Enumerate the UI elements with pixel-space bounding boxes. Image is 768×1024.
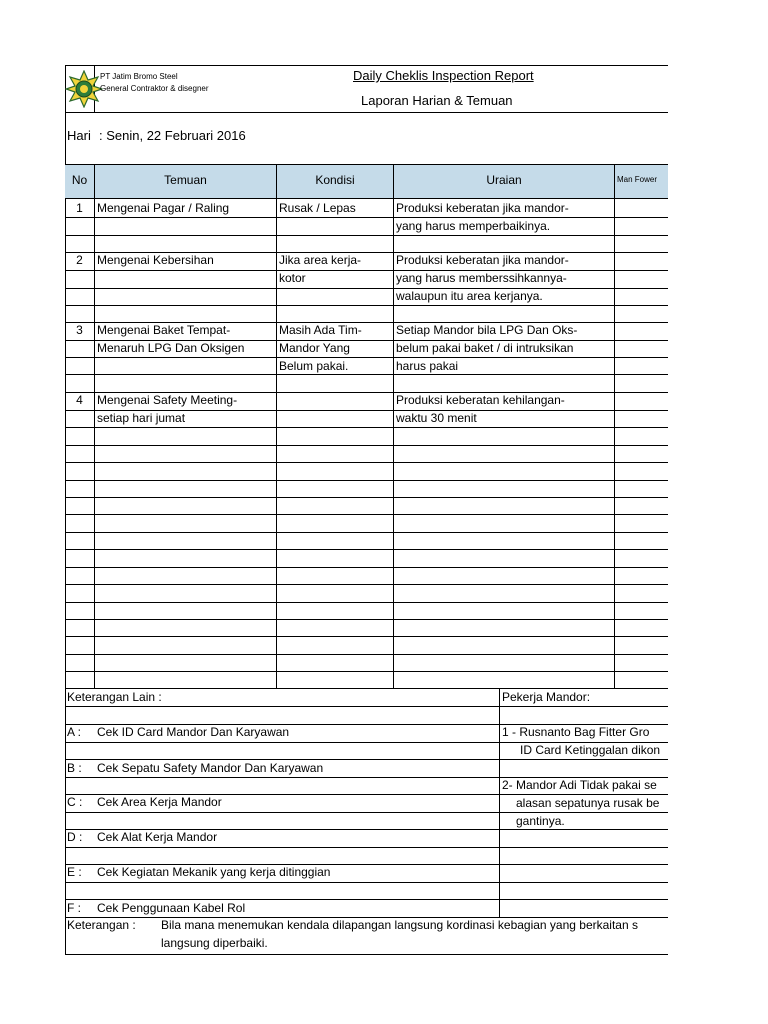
grid-line-horizontal xyxy=(65,812,668,813)
item-3-temuan-line-1: Mengenai Baket Tempat- xyxy=(97,323,231,337)
item-3-temuan-line-2: Menaruh LPG Dan Oksigen xyxy=(97,341,245,355)
keterangan-line-1: Bila mana menemukan kendala dilapangan langsung kordinasi kebagian yang berkaitan s xyxy=(161,918,638,932)
item-3-kondisi-line-3: Belum pakai. xyxy=(279,359,349,373)
grid-line-horizontal xyxy=(65,65,668,66)
item-4-uraian-line-2: waktu 30 menit xyxy=(396,411,477,425)
grid-line-horizontal xyxy=(65,217,668,218)
grid-line-vertical xyxy=(393,164,394,688)
item-1-uraian-line-2: yang harus memperbaikinya. xyxy=(396,219,551,233)
item-2-no: 2 xyxy=(76,253,83,267)
inspection-sheet xyxy=(65,65,668,955)
item-1-temuan-line-1: Mengenai Pagar / Raling xyxy=(97,201,230,215)
grid-line-horizontal xyxy=(65,654,668,655)
item-3-uraian-line-3: harus pakai xyxy=(396,359,459,373)
grid-line-horizontal xyxy=(65,671,668,672)
grid-line-vertical xyxy=(614,164,615,688)
item-2-uraian-line-1: Produksi keberatan jika mandor- xyxy=(396,253,569,267)
check-a-text: Cek ID Card Mandor Dan Karyawan xyxy=(97,725,290,739)
grid-line-horizontal xyxy=(65,497,668,498)
item-3-kondisi-line-2: Mandor Yang xyxy=(279,341,350,355)
header-kondisi: Kondisi xyxy=(315,173,355,187)
grid-line-horizontal xyxy=(65,288,668,289)
pekerja-mandor-line-3: 2- Mandor Adi Tidak pakai se xyxy=(502,778,657,792)
item-2-kondisi-line-1: Jika area kerja- xyxy=(279,253,362,267)
item-2-uraian-line-2: yang harus memberssihkannya- xyxy=(396,271,567,285)
item-2-temuan-line-1: Mengenai Kebersihan xyxy=(97,253,214,267)
grid-line-horizontal xyxy=(65,584,668,585)
grid-line-horizontal xyxy=(65,636,668,637)
item-4-no: 4 xyxy=(76,393,83,407)
report-subtitle: Laporan Harian & Temuan xyxy=(361,93,513,108)
check-c-key: C : xyxy=(67,795,83,809)
check-b-key: B : xyxy=(67,761,82,775)
pekerja-mandor-line-1: 1 - Rusnanto Bag Fitter Gro xyxy=(502,725,650,739)
item-1-kondisi-line-1: Rusak / Lepas xyxy=(279,201,356,215)
grid-line-horizontal xyxy=(65,847,668,848)
grid-line-horizontal xyxy=(65,602,668,603)
header-manpower: Man Fower xyxy=(617,175,658,184)
pekerja-mandor-label: Pekerja Mandor: xyxy=(502,690,591,704)
grid-line-horizontal xyxy=(65,619,668,620)
pekerja-mandor-line-5: gantinya. xyxy=(516,814,565,828)
check-f-text: Cek Penggunaan Kabel Rol xyxy=(97,901,246,915)
check-c-text: Cek Area Kerja Mandor xyxy=(97,795,222,809)
grid-line-horizontal xyxy=(65,357,668,358)
company-name: PT Jatim Bromo Steel xyxy=(100,72,178,81)
grid-line-horizontal xyxy=(65,514,668,515)
pekerja-mandor-line-4: alasan sepatunya rusak be xyxy=(516,796,660,810)
item-4-uraian-line-1: Produksi keberatan kehilangan- xyxy=(396,393,565,407)
grid-line-horizontal xyxy=(65,198,668,199)
grid-line-horizontal xyxy=(65,305,668,306)
grid-line-vertical xyxy=(499,688,500,918)
grid-line-vertical xyxy=(276,164,277,688)
grid-line-horizontal xyxy=(65,759,668,760)
check-e-text: Cek Kegiatan Mekanik yang kerja ditinggian xyxy=(97,865,331,879)
check-d-text: Cek Alat Kerja Mandor xyxy=(97,830,218,844)
grid-line-horizontal xyxy=(65,688,668,689)
keterangan-label: Keterangan : xyxy=(67,918,136,932)
grid-line-horizontal xyxy=(65,532,668,533)
check-b-text: Cek Sepatu Safety Mandor Dan Karyawan xyxy=(97,761,324,775)
header-temuan: Temuan xyxy=(164,173,207,187)
item-2-uraian-line-3: walaupun itu area kerjanya. xyxy=(396,289,543,303)
item-3-no: 3 xyxy=(76,323,83,337)
item-4-temuan-line-2: setiap hari jumat xyxy=(97,411,186,425)
check-f-key: F : xyxy=(67,901,81,915)
keterangan-lain-label: Keterangan Lain : xyxy=(67,690,162,704)
grid-line-horizontal xyxy=(65,462,668,463)
header-no: No xyxy=(71,173,88,187)
grid-line-horizontal xyxy=(65,374,668,375)
item-1-no: 1 xyxy=(76,201,83,215)
grid-line-horizontal xyxy=(65,427,668,428)
check-a-key: A : xyxy=(67,725,82,739)
pekerja-mandor-line-2: ID Card Ketinggalan dikon xyxy=(520,743,661,757)
grid-line-horizontal xyxy=(65,235,668,236)
header-uraian: Uraian xyxy=(486,173,522,187)
grid-line-horizontal xyxy=(65,112,668,113)
grid-line-horizontal xyxy=(65,270,668,271)
grid-line-horizontal xyxy=(65,567,668,568)
grid-line-horizontal xyxy=(65,445,668,446)
grid-line-horizontal xyxy=(65,706,668,707)
grid-line-vertical xyxy=(94,164,95,688)
item-3-kondisi-line-1: Masih Ada Tim- xyxy=(279,323,362,337)
check-e-key: E : xyxy=(67,865,82,879)
item-4-temuan-line-1: Mengenai Safety Meeting- xyxy=(97,393,238,407)
item-2-kondisi-line-2: kotor xyxy=(279,271,306,285)
company-tagline: General Contraktor & disegner xyxy=(100,84,209,93)
grid-line-horizontal xyxy=(65,882,668,883)
item-1-uraian-line-1: Produksi keberatan jika mandor- xyxy=(396,201,569,215)
company-logo-icon xyxy=(65,70,103,108)
grid-line-horizontal xyxy=(65,899,668,900)
day-value: : Senin, 22 Februari 2016 xyxy=(99,128,246,143)
item-3-uraian-line-1: Setiap Mandor bila LPG Dan Oks- xyxy=(396,323,578,337)
item-3-uraian-line-2: belum pakai baket / di intruksikan xyxy=(396,341,574,355)
day-label: Hari xyxy=(67,128,91,143)
check-d-key: D : xyxy=(67,830,83,844)
report-title: Daily Cheklis Inspection Report xyxy=(353,68,534,83)
keterangan-line-2: langsung diperbaiki. xyxy=(161,936,268,950)
grid-line-horizontal xyxy=(65,954,668,955)
grid-line-horizontal xyxy=(65,480,668,481)
grid-line-horizontal xyxy=(65,549,668,550)
